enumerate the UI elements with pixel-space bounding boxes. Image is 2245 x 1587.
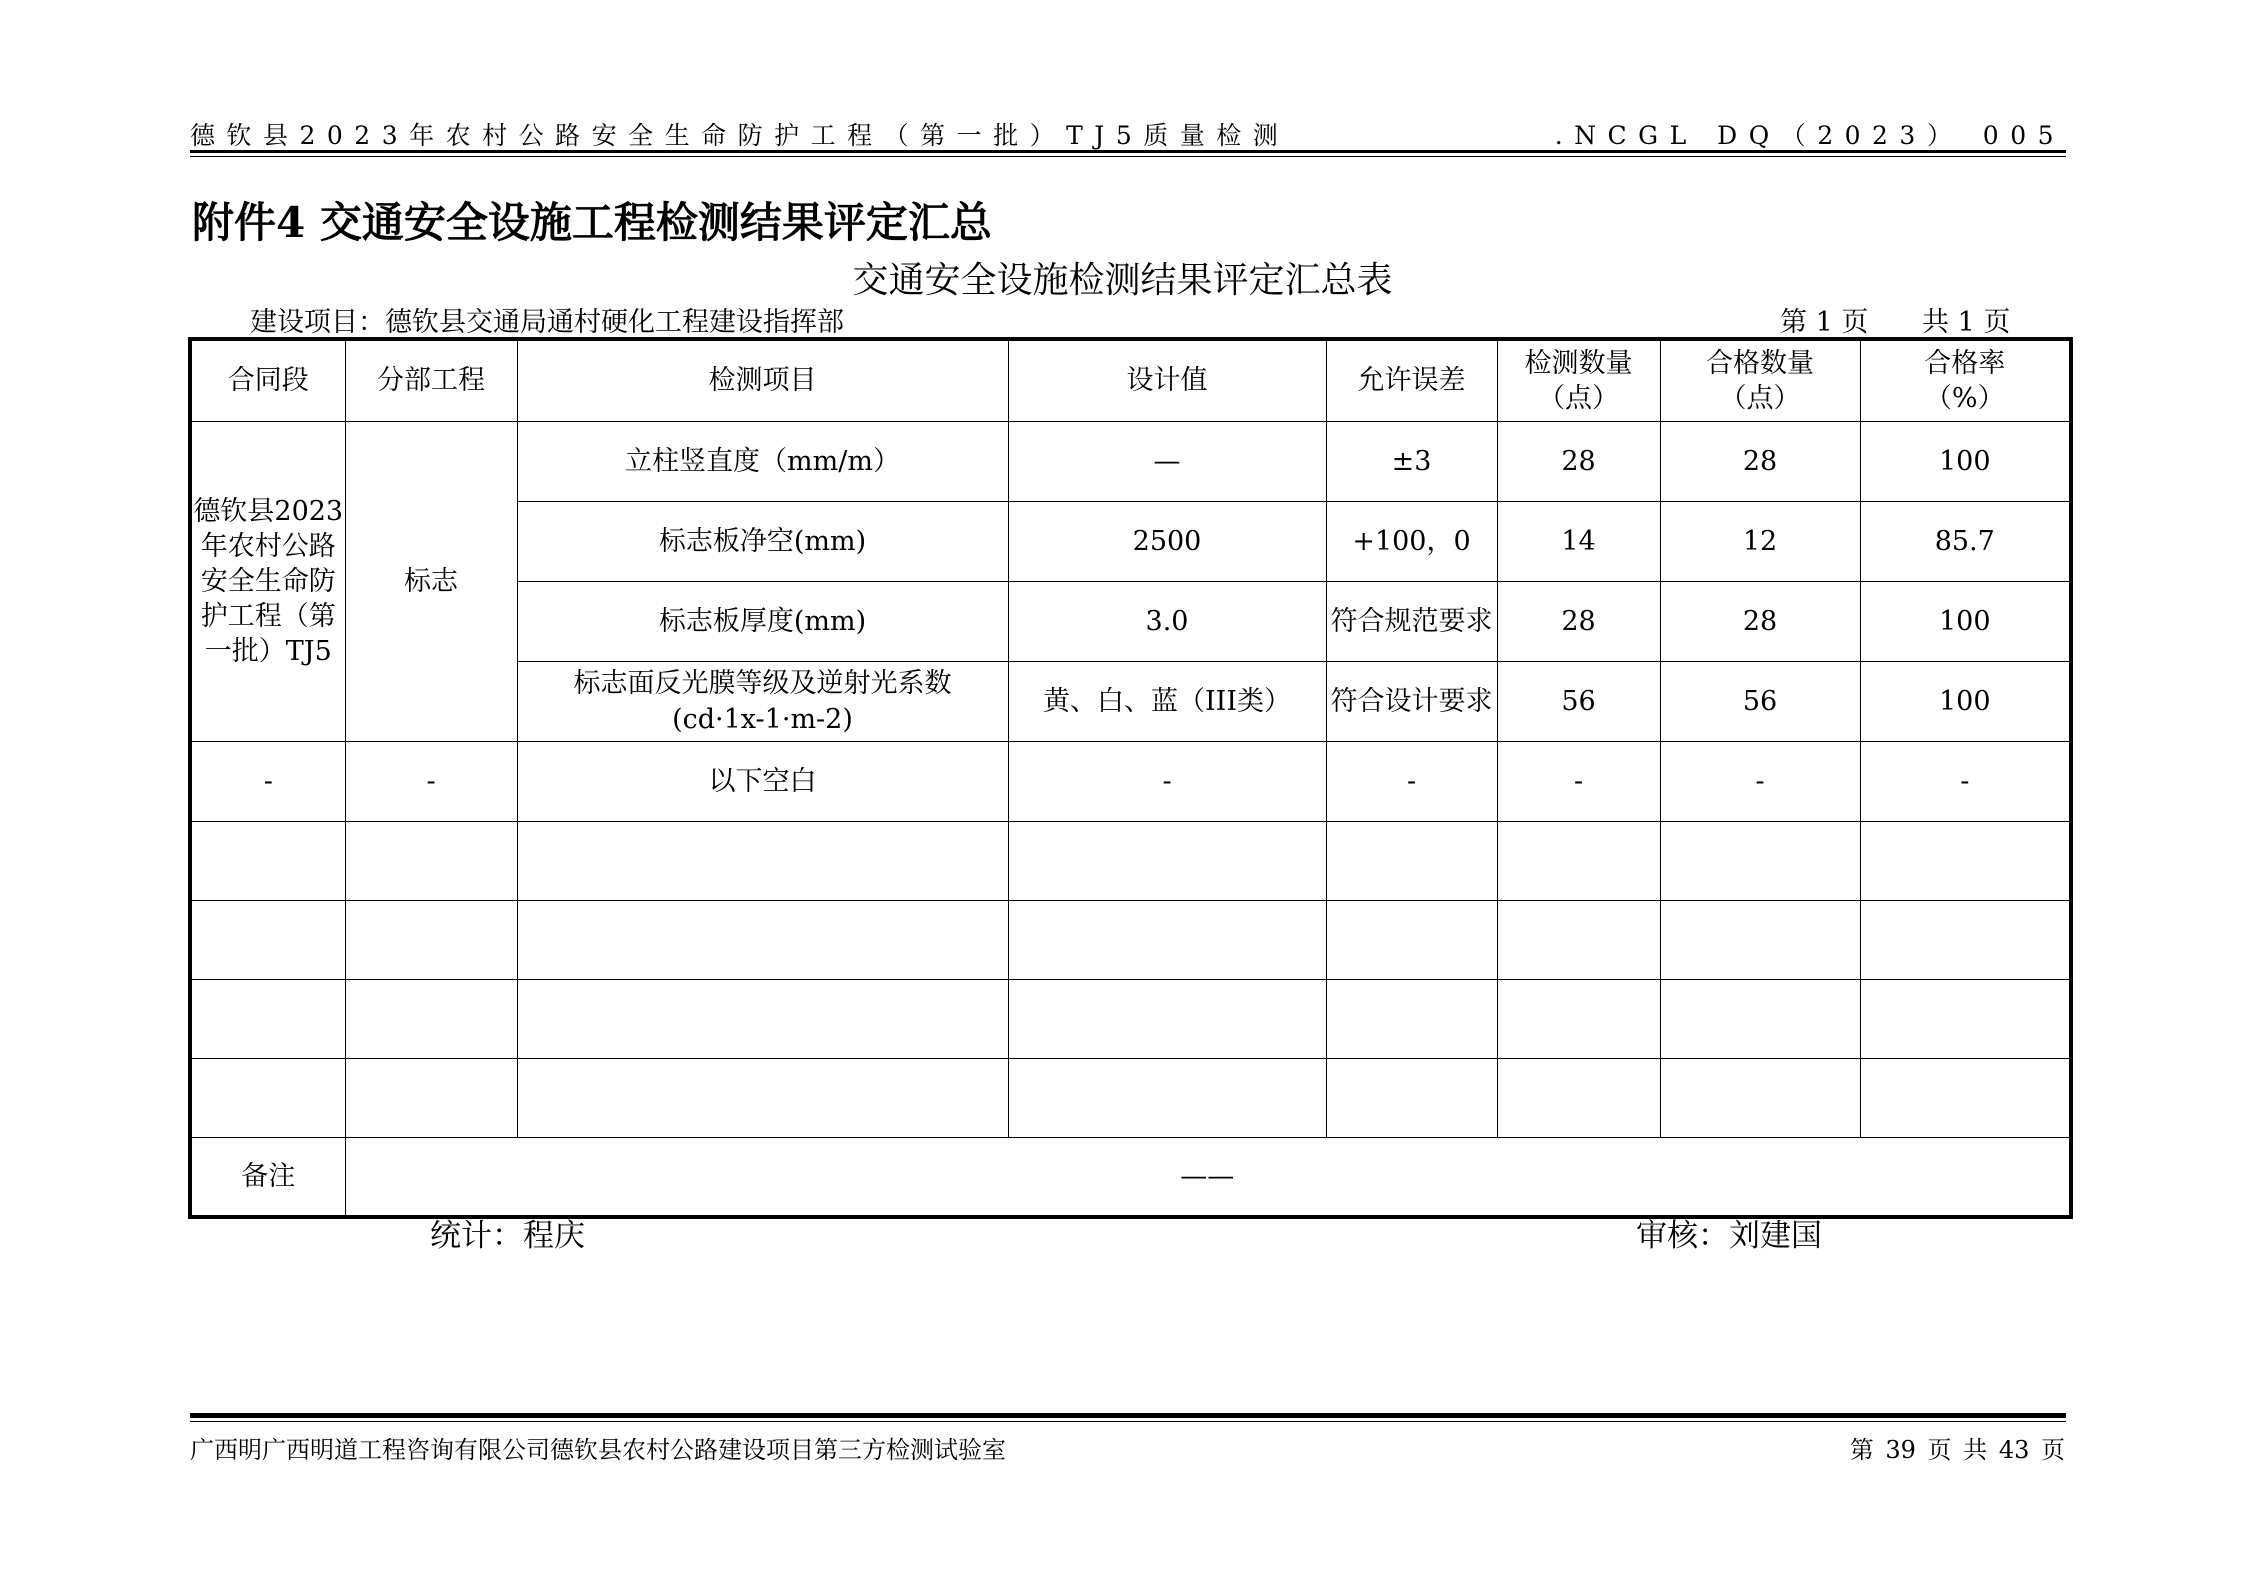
table-row (190, 422, 2071, 502)
page-total: 共 1 页 (1922, 307, 2011, 338)
empty-cell (1326, 822, 1497, 901)
pass-cell: 28 (1660, 422, 1860, 502)
header-item: 检测项目 (517, 339, 1008, 422)
header-left-title: 德钦县2023年农村公路安全生命防护工程（第一批）TJ5质量检测 (190, 121, 1290, 150)
header-count-line2: （点） (1538, 383, 1619, 414)
table-header-row (190, 339, 2071, 422)
header-rule-thin (190, 156, 2066, 157)
count-cell: 28 (1497, 582, 1660, 662)
pass-cell: 28 (1660, 582, 1860, 662)
empty-cell (1860, 980, 2071, 1059)
design-cell: 黄、白、蓝（III类） (1008, 662, 1326, 742)
empty-row (190, 822, 2071, 901)
design-cell: — (1008, 422, 1326, 502)
empty-cell (1326, 901, 1497, 980)
item-line: 标志面反光膜等级及逆射光系数 (573, 668, 952, 700)
footer-rule-thin (190, 1421, 2066, 1422)
header-rate (1860, 339, 2071, 422)
empty-cell (1008, 1059, 1326, 1138)
empty-cell (1008, 980, 1326, 1059)
pass-cell: - (1660, 742, 1860, 822)
item-cell: 立柱竖直度（mm/m） (517, 422, 1008, 502)
contract-line: 一批）TJ5 (204, 636, 332, 668)
empty-cell (1008, 901, 1326, 980)
contract-line: 德钦县2023 (193, 495, 344, 527)
header-tolerance: 允许误差 (1326, 339, 1497, 422)
reviewer-signature: 审核：刘建国 (1636, 1218, 1822, 1254)
empty-cell (190, 980, 345, 1059)
division-cell: 标志 (345, 422, 517, 742)
header-rate-line2: （%） (1924, 383, 2005, 414)
empty-cell (1660, 980, 1860, 1059)
empty-cell (1497, 1059, 1660, 1138)
page-current: 第 1 页 (1780, 307, 1869, 338)
empty-row (190, 980, 2071, 1059)
empty-cell (517, 980, 1008, 1059)
empty-cell (1660, 901, 1860, 980)
header-count (1497, 339, 1660, 422)
contract-line: 护工程（第 (200, 601, 336, 633)
empty-cell (1326, 1059, 1497, 1138)
empty-cell (1008, 822, 1326, 901)
pass-cell: 12 (1660, 502, 1860, 582)
header-pass (1660, 339, 1860, 422)
header-division: 分部工程 (345, 339, 517, 422)
header-pass-line1: 合格数量 (1706, 347, 1814, 379)
division-cell: - (345, 742, 517, 822)
header-rate-line1: 合格率 (1924, 347, 2006, 379)
table-title: 交通安全设施检测结果评定汇总表 (852, 260, 1393, 301)
tolerance-cell: 符合设计要求 (1326, 662, 1497, 742)
header-contract: 合同段 (190, 339, 345, 422)
footer-organization: 广西明广西明道工程咨询有限公司德钦县农村公路建设项目第三方检测试验室 (190, 1436, 1006, 1464)
header-rule-thick (190, 150, 2066, 153)
contract-cell: - (190, 742, 345, 822)
rate-cell: - (1860, 742, 2071, 822)
item-cell: 标志板净空(mm) (517, 502, 1008, 582)
empty-row (190, 901, 2071, 980)
remark-row (190, 1138, 2071, 1218)
empty-cell (345, 822, 517, 901)
item-unit-line: (cd·1x-1·m-2) (672, 703, 853, 735)
tolerance-cell: ±3 (1326, 422, 1497, 502)
remark-label: 备注 (190, 1138, 345, 1218)
rate-cell: 100 (1860, 422, 2071, 502)
count-cell: 56 (1497, 662, 1660, 742)
item-cell: 以下空白 (517, 742, 1008, 822)
empty-row (190, 1059, 2071, 1138)
empty-cell (1660, 1059, 1860, 1138)
remark-value: —— (345, 1138, 2071, 1218)
footer-rule-thick (190, 1413, 2066, 1418)
statistician-signature: 统计：程庆 (430, 1218, 585, 1254)
rate-cell: 100 (1860, 582, 2071, 662)
contract-line: 年农村公路 (200, 530, 336, 562)
design-cell: 2500 (1008, 502, 1326, 582)
empty-cell (1497, 980, 1660, 1059)
empty-cell (345, 980, 517, 1059)
count-cell: 28 (1497, 422, 1660, 502)
tolerance-cell: +100，0 (1326, 502, 1497, 582)
header-pass-line2: （点） (1719, 383, 1801, 414)
count-cell: - (1497, 742, 1660, 822)
contract-cell (190, 422, 345, 742)
tolerance-cell: 符合规范要求 (1326, 582, 1497, 662)
contract-line: 安全生命防 (200, 565, 336, 597)
tolerance-cell: - (1326, 742, 1497, 822)
rate-cell: 100 (1860, 662, 2071, 742)
design-cell: - (1008, 742, 1326, 822)
empty-cell (517, 1059, 1008, 1138)
rate-cell: 85.7 (1860, 502, 2071, 582)
empty-cell (1660, 822, 1860, 901)
item-cell (517, 662, 1008, 742)
empty-cell (517, 822, 1008, 901)
header-design: 设计值 (1008, 339, 1326, 422)
empty-cell (190, 1059, 345, 1138)
empty-cell (1860, 1059, 2071, 1138)
footer-page-number: 第 39 页 共 43 页 (1849, 1436, 2065, 1464)
pass-cell: 56 (1660, 662, 1860, 742)
empty-cell (190, 822, 345, 901)
count-cell: 14 (1497, 502, 1660, 582)
empty-cell (517, 901, 1008, 980)
header-count-line1: 检测数量 (1524, 347, 1633, 379)
item-cell: 标志板厚度(mm) (517, 582, 1008, 662)
header-report-number: .NCGL DQ（2023） 005 (1554, 121, 2065, 150)
empty-cell (1860, 822, 2071, 901)
empty-cell (1497, 822, 1660, 901)
empty-cell (345, 1059, 517, 1138)
result-summary-table (188, 337, 2073, 1219)
empty-cell (1860, 901, 2071, 980)
empty-cell (345, 901, 517, 980)
empty-cell (190, 901, 345, 980)
project-line: 建设项目：德钦县交通局通村硬化工程建设指挥部 (250, 307, 844, 338)
attachment-title: 附件4 交通安全设施工程检测结果评定汇总 (192, 198, 992, 247)
empty-cell (1326, 980, 1497, 1059)
empty-cell (1497, 901, 1660, 980)
blank-marker-row (190, 742, 2071, 822)
design-cell: 3.0 (1008, 582, 1326, 662)
